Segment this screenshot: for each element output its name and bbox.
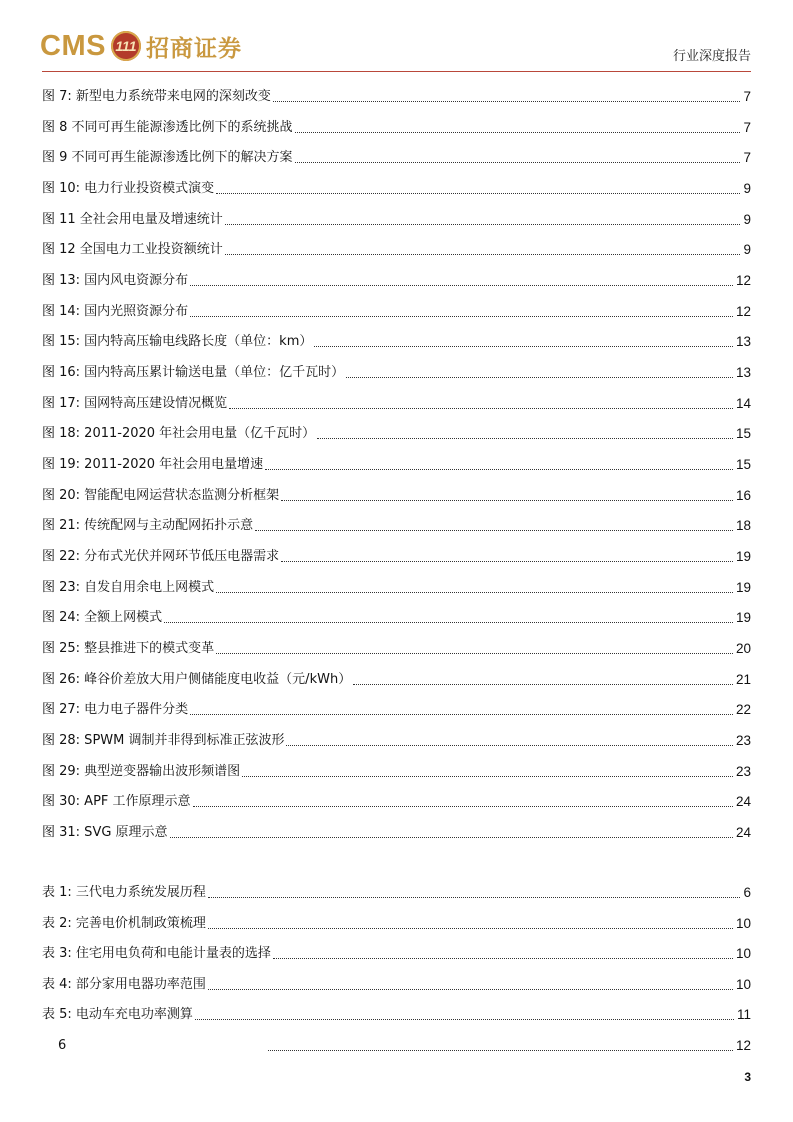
toc-entry-label: 图 20: 智能配电网运营状态监测分析框架	[42, 488, 280, 503]
toc-entry-page: 15	[735, 426, 751, 441]
toc-entry-label: 6	[58, 1038, 67, 1053]
toc-entry-page: 19	[735, 580, 751, 595]
toc-entry-page: 24	[735, 794, 751, 809]
toc-entry-label: 图 12 全国电力工业投资额统计	[42, 242, 223, 257]
toc-entry-page: 9	[743, 212, 751, 227]
leader-dots	[353, 683, 733, 685]
toc-entry-page: 12	[735, 304, 751, 319]
toc-entry-figure[interactable]	[42, 762, 751, 780]
toc-entry-label: 图 13: 国内风电资源分布	[42, 273, 189, 288]
leader-dots	[225, 253, 741, 255]
toc-entry-figure[interactable]	[42, 332, 751, 350]
toc-entry-page: 7	[743, 150, 751, 165]
leader-dots	[273, 957, 733, 959]
toc-entry-label: 图 31: SVG 原理示意	[42, 825, 168, 840]
report-type: 行业深度报告	[672, 49, 751, 64]
toc-entry-label: 图 23: 自发自用余电上网模式	[42, 580, 215, 595]
leader-dots	[265, 468, 733, 470]
toc-entry-label: 图 15: 国内特高压输电线路长度（单位：km）	[42, 334, 313, 349]
leader-dots	[190, 315, 733, 317]
toc-entry-figure[interactable]	[42, 670, 751, 688]
toc-entry-page: 13	[735, 365, 751, 380]
toc-entry-table[interactable]	[42, 1005, 751, 1023]
leader-dots	[273, 100, 741, 102]
toc-entry-label: 图 19: 2011-2020 年社会用电量增速	[42, 457, 264, 472]
toc-entry-page: 22	[735, 702, 751, 717]
leader-dots	[195, 1018, 734, 1020]
toc-entry-figure[interactable]	[42, 639, 751, 657]
leader-dots	[164, 621, 733, 623]
leader-dots	[314, 345, 733, 347]
toc-entry-label: 图 24: 全额上网模式	[42, 610, 163, 625]
toc-entry-label: 图 21: 传统配网与主动配网拓扑示意	[42, 518, 254, 533]
toc-entry-label: 图 30: APF 工作原理示意	[42, 794, 191, 809]
toc-entry-figure[interactable]	[42, 455, 751, 473]
toc-entry-label: 图 14: 国内光照资源分布	[42, 304, 189, 319]
leader-dots	[229, 407, 733, 409]
toc-entry-figure[interactable]	[42, 179, 751, 197]
toc-entry-table[interactable]	[42, 914, 751, 932]
toc-entry-figure[interactable]	[42, 424, 751, 442]
toc-entry-page: 24	[735, 825, 751, 840]
toc-entry-figure[interactable]	[42, 363, 751, 381]
toc-entry-label: 表 5: 电动车充电功率测算	[42, 1007, 193, 1022]
toc-entry-page: 13	[735, 334, 751, 349]
toc-entry-page: 23	[735, 733, 751, 748]
header-divider	[42, 71, 751, 72]
toc-entry-label: 图 10: 电力行业投资模式演变	[42, 181, 215, 196]
leader-dots	[295, 131, 741, 133]
toc-entry-figure[interactable]	[42, 302, 751, 320]
logo-text: CMS	[40, 29, 106, 62]
toc-entry-label: 表 2: 完善电价机制政策梳理	[42, 916, 206, 931]
toc-entry-label: 图 9 不同可再生能源渗透比例下的解决方案	[42, 150, 293, 165]
toc-entry-page: 10	[735, 977, 751, 992]
leader-dots	[317, 437, 733, 439]
toc-entry-page: 6	[743, 885, 751, 900]
toc-entry-page: 19	[735, 549, 751, 564]
toc-entry-page: 19	[735, 610, 751, 625]
toc-entry-page: 18	[735, 518, 751, 533]
leader-dots	[170, 836, 733, 838]
leader-dots	[208, 988, 733, 990]
leader-dots	[216, 652, 733, 654]
toc-entry-page: 9	[743, 242, 751, 257]
toc-entry-label: 图 7: 新型电力系统带来电网的深刻改变	[42, 89, 271, 104]
toc-entry-figure[interactable]	[42, 578, 751, 596]
toc-entry-label: 表 4: 部分家用电器功率范围	[42, 977, 206, 992]
toc-entry-table[interactable]	[42, 1036, 751, 1054]
toc-entry-page: 21	[735, 672, 751, 687]
toc-entry-label: 图 18: 2011-2020 年社会用电量（亿千瓦时）	[42, 426, 316, 441]
toc-entry-page: 12	[735, 273, 751, 288]
page-number: 3	[744, 1070, 751, 1084]
toc-entry-label: 图 17: 国网特高压建设情况概览	[42, 396, 228, 411]
toc-entry-page: 10	[735, 946, 751, 961]
leader-dots	[190, 713, 733, 715]
toc-entry-page: 16	[735, 488, 751, 503]
toc-entry-page: 12	[735, 1038, 751, 1053]
toc-entry-page: 9	[743, 181, 751, 196]
toc-entry-figure[interactable]	[42, 118, 751, 136]
toc-entry-figure[interactable]	[42, 240, 751, 258]
toc-entry-label: 表 1: 三代电力系统发展历程	[42, 885, 206, 900]
toc-entry-label: 图 8 不同可再生能源渗透比例下的系统挑战	[42, 120, 293, 135]
toc-entry-page: 14	[735, 396, 751, 411]
cms-logo	[40, 26, 242, 66]
leader-dots	[208, 896, 741, 898]
toc-entry-figure[interactable]	[42, 394, 751, 412]
leader-dots	[193, 805, 733, 807]
leader-dots	[286, 744, 732, 746]
toc-entry-page: 23	[735, 764, 751, 779]
page-header	[0, 0, 793, 72]
toc-entry-page: 7	[743, 120, 751, 135]
toc-entry-figure[interactable]	[42, 792, 751, 810]
toc-entry-page: 10	[735, 916, 751, 931]
toc-entry-label: 图 26: 峰谷价差放大用户侧储能度电收益（元/kWh）	[42, 672, 352, 687]
toc-entry-figure[interactable]	[42, 608, 751, 626]
toc-entry-table[interactable]	[42, 883, 751, 901]
toc-entry-label: 图 29: 典型逆变器输出波形频谱图	[42, 764, 241, 779]
leader-dots	[268, 1049, 733, 1051]
leader-dots	[295, 161, 741, 163]
toc-entry-figure[interactable]	[42, 486, 751, 504]
toc-entry-figure[interactable]	[42, 700, 751, 718]
toc-entry-table[interactable]	[42, 944, 751, 962]
logo-chinese-name: 招商证券	[145, 34, 242, 62]
toc-entry-figure[interactable]	[42, 516, 751, 534]
toc-entry-label: 图 27: 电力电子器件分类	[42, 702, 189, 717]
toc-entry-figure[interactable]	[42, 87, 751, 105]
leader-dots	[216, 192, 740, 194]
logo-badge-icon: 111	[111, 31, 141, 61]
leader-dots	[216, 591, 733, 593]
leader-dots	[281, 560, 733, 562]
toc-entry-figure[interactable]	[42, 148, 751, 166]
toc-entry-label: 图 11 全社会用电量及增速统计	[42, 212, 223, 227]
toc-entry-table[interactable]	[42, 975, 751, 993]
toc-entry-figure[interactable]	[42, 547, 751, 565]
toc-entry-figure[interactable]	[42, 210, 751, 228]
leader-dots	[190, 284, 733, 286]
toc-entry-label: 图 25: 整县推进下的模式变革	[42, 641, 215, 656]
toc-entry-label: 图 16: 国内特高压累计输送电量（单位：亿千瓦时）	[42, 365, 345, 380]
toc-entry-label: 图 22: 分布式光伏并网环节低压电器需求	[42, 549, 280, 564]
toc-entry-figure[interactable]	[42, 271, 751, 289]
leader-dots	[208, 927, 733, 929]
toc-entry-page: 7	[743, 89, 751, 104]
toc-entry-label: 表 3: 住宅用电负荷和电能计量表的选择	[42, 946, 271, 961]
toc-entry-label: 图 28: SPWM 调制并非得到标准正弦波形	[42, 733, 285, 748]
leader-dots	[281, 499, 733, 501]
leader-dots	[225, 223, 741, 225]
toc-entry-page: 20	[735, 641, 751, 656]
leader-dots	[346, 376, 733, 378]
toc-entry-figure[interactable]	[42, 731, 751, 749]
toc-entry-page: 11	[736, 1007, 751, 1022]
leader-dots	[255, 529, 733, 531]
toc-entry-figure[interactable]	[42, 823, 751, 841]
toc-entry-page: 15	[735, 457, 751, 472]
leader-dots	[242, 775, 733, 777]
